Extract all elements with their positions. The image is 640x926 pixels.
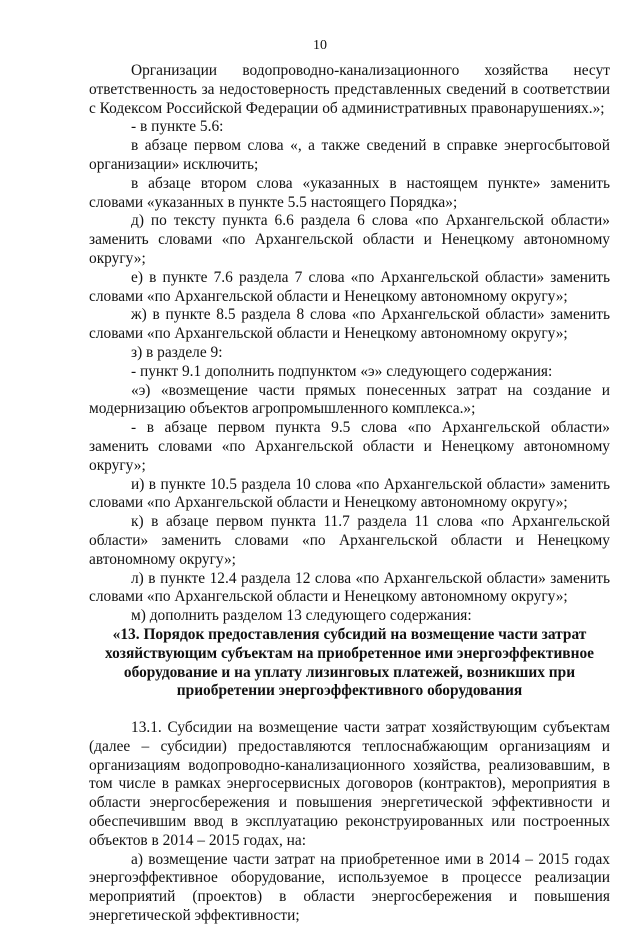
paragraph: в абзаце первом слова «, а также сведений в справке энергосбытовой организации» исключить; [89, 137, 610, 173]
paragraph: - в абзаце первом пункта 9.5 слова «по Архангельской области» заменить словами «по Архангельской области и Ненецкому автономному округу»; [89, 419, 610, 474]
paragraph: л) в пункте 12.4 раздела 12 слова «по Архангельской области» заменить словами «по Архангельской области и Ненецкому автономному округу»; [89, 569, 610, 606]
spacer [89, 701, 610, 719]
paragraph: м) дополнить разделом 13 следующего содержания: [131, 607, 472, 625]
paragraph: д) по тексту пункта 6.6 раздела 6 слова «по Архангельской области» заменить словами «по Архангельской области и Ненецкому автономному округу»; [89, 212, 610, 267]
paragraph: а) возмещение части затрат на приобретенное ими в 2014 – 2015 годах энергоэффективное оборудование, используемое в процессе реализации мероприятий (проектов) в области энергосбережения и повышения энергетической эффективности; [89, 850, 610, 925]
paragraph: в абзаце втором слова «указанных в настоящем пункте» заменить словами «указанных в пункте 5.5 настоящего Порядка»; [89, 174, 610, 211]
paragraph: к) в абзаце первом пункта 11.7 раздела 11 слова «по Архангельской области» заменить словами «по Архангельской области и Ненецкому автономному округу»; [89, 513, 610, 568]
paragraph: Организации водопроводно-канализационного хозяйства несут ответственность за недостоверность представленных сведений в соответствии с Кодексом Российской Федерации об административных правонарушениях.»; [89, 62, 610, 117]
document-body [89, 62, 610, 926]
paragraph: з) в разделе 9: [131, 343, 223, 361]
paragraph: и) в пункте 10.5 раздела 10 слова «по Архангельской области» заменить словами «по Архангельской области и Ненецкому автономному округу»; [89, 475, 610, 512]
paragraph: 13.1. Субсидии на возмещение части затрат хозяйствующим субъектам (далее – субсидии) предоставляются теплоснабжающим организациям и организациям водопроводно-канализационного хозяйства, реализовавшим, в том числе в рамках энергосервисных договоров (контрактов), мероприятия в области энергосбережения и повышения энергетической эффективности и обеспечившим ввод в эксплуатацию реконструированных или построенных объектов в 2014 – 2015 годах, на: [89, 719, 610, 849]
paragraph: - в пункте 5.6: [131, 118, 224, 136]
paragraph: «э) «возмещение части прямых понесенных затрат на создание и модернизацию объектов агропромышленного комплекса.»; [89, 381, 610, 418]
section-heading: «13. Порядок предоставления субсидий на возмещение части затрат хозяйствующим субъектам на приобретенное ими энергоэффективное оборудование и на уплату лизинговых платежей, возникших при приобретении энергоэффективного оборудования [104, 625, 595, 700]
page-number: 10 [313, 38, 327, 53]
paragraph: ж) в пункте 8.5 раздела 8 слова «по Архангельской области» заменить словами «по Архангельской области и Ненецкому автономному округу»; [89, 306, 610, 343]
paragraph: - пункт 9.1 дополнить подпунктом «э» следующего содержания: [131, 362, 553, 380]
paragraph: е) в пункте 7.6 раздела 7 слова «по Архангельской области» заменить словами «по Архангельской области и Ненецкому автономному округу»; [89, 268, 610, 305]
